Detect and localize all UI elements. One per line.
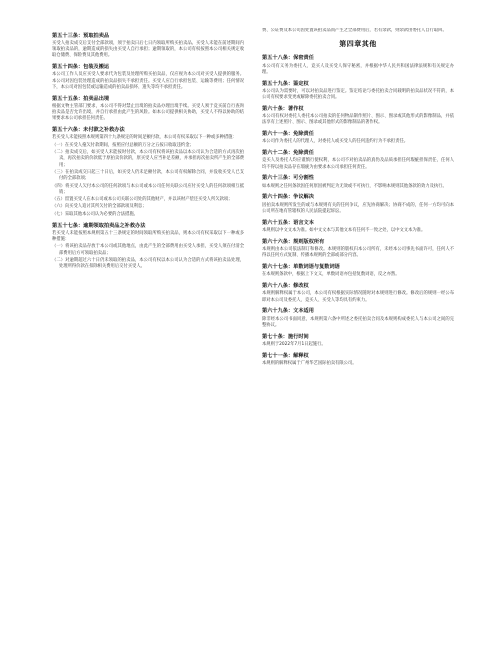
- right-column: [262, 28, 454, 631]
- article-section: [52, 64, 244, 91]
- article-section: [262, 220, 454, 235]
- article-section: [52, 223, 244, 271]
- article-title: 第五十七条：逾期领取拍卖品之补救办法: [52, 222, 146, 229]
- article-title: 第六十条：著作权: [262, 105, 304, 112]
- article-section: [262, 334, 454, 349]
- article-title: 第五十三条：预取拍卖品: [52, 32, 110, 39]
- article-list-item: （七）采取其他本公司认为必要的合法措施。: [52, 211, 138, 217]
- article-title: 第五十八条：保密责任: [262, 55, 314, 62]
- article-section: [262, 264, 454, 279]
- article-paragraph: 本规则解释权属于本公司，本公司有权根据实际情况随时对本规则进行修改。修改后的规则一经公布即对本公司及委托人、竞买人、买受人等均具有约束力。: [262, 291, 454, 303]
- article-paragraph: 本规则的解释权属于广州华艺国际拍卖有限公司。: [262, 360, 357, 366]
- article-section: [262, 81, 454, 102]
- article-list-item: （五）留置买受人在本公司或本公司关联公司处的其他财产，并以该财产偿还买受人所欠款项；: [52, 197, 233, 203]
- article-title: 第六十五条：语言文本: [262, 219, 314, 226]
- article-paragraph: 本公司有权对委托人委托本公司拍卖的任何物品制作照片、图示、图录或其他形式的影像制品，并依法享有上述照片、图示、图录或其他形式的影像制品的著作权。: [262, 114, 454, 126]
- article-list-item: （一）在买受人拖欠付款期间，按照应付总额的万分之五按日收取违约金；: [52, 142, 194, 148]
- article-title: 第六十六条：规则版权所有: [262, 238, 325, 245]
- article-paragraph: 根据文物主管部门要求，本公司不得对禁止出境的拍卖品办理出境手续。买受人须于竞买前自行查询拍卖品是否允许出境，并自行承担由此产生的风险。如本公司提供相关协助，买受人不得以协助的结果要求本公司承担任何责任。: [52, 103, 244, 122]
- article-paragraph: 除非经本公司书面同意，本规则第六条中所述之委托拍卖合同及本规则构成委托人与本公司之间的完整协议。: [262, 316, 454, 328]
- article-section: [52, 96, 244, 123]
- article-paragraph: 本公司认为需要时，可以对拍卖品进行鉴定。鉴定结论与委托拍卖合同载明的拍卖品状况不符的，本公司有权要求变更或解除委托拍卖合同。: [262, 88, 454, 101]
- article-title: 第五十四条：包装及搬运: [52, 64, 110, 71]
- article-list-item: （二）拍卖成交后，如买受人未能按时付款，本公司有权将该拍卖品以本公司认为合适的方式再次拍卖，再次拍卖的价款低于原拍卖价款的，原买受人应当补足差额，并承担再次拍卖所产生的全部费用；: [52, 150, 244, 168]
- article-title: 第五十九条：鉴定权: [262, 80, 309, 87]
- article-section: [262, 131, 454, 146]
- article-paragraph: 若买受人未能按照本规则第五十三条规定的时间领取所购买拍卖品，则本公司有权采取以下一种或多种措施：: [52, 230, 244, 243]
- article-section: [52, 33, 244, 60]
- article-title: 第五十六条：未付款之补救办法: [52, 127, 125, 134]
- article-title: 第六十三条：可分割性: [262, 175, 314, 182]
- article-title: 第六十九条：文本适用: [262, 308, 314, 315]
- article-paragraph: 如本规则之任何条款因任何原因被判定为无效或不可执行，不影响本规则其他条款的效力及执行。: [262, 183, 447, 189]
- article-title: 第六十一条：免除责任: [262, 131, 314, 138]
- article-title: 第七十条：施行时间: [262, 333, 309, 340]
- article-section: [262, 106, 454, 127]
- article-paragraph: 本公司工作人员应买受人要求代为包装及处理所购买拍卖品，仅应视为本公司对买受人提供的服务。本公司对因包装处理造成的拍卖品损失不承担责任。买受人应自行承担包装、运输等费用；任何情况下，本公司对因包装或运输造成的拍卖品损坏、遗失等均不承担责任。: [52, 72, 244, 90]
- article-section: [262, 283, 454, 304]
- article-section: [262, 194, 454, 215]
- article-section: [262, 239, 454, 260]
- article-paragraph: 本规则于2022年7月1日起施行。: [262, 341, 326, 347]
- article-list-item: （一）将该拍卖品存放于本公司或其他地点，由此产生的全部费用由买受人承担，买受人须在付清全部费用后方可领取拍卖品；: [52, 244, 244, 256]
- article-list-item: （四）将买受人欠付本公司的任何款项与本公司或本公司任何关联公司应付买受人的任何款项相互抵销；: [52, 183, 244, 195]
- article-list-item: （三）在拍卖成交日起三十日后，如买受人仍未足额付款，本公司有权解除合同，并没收买受人已支付的全部款项；: [52, 169, 244, 182]
- article-paragraph: 本规则由本公司依法制订和修改。本规则的版权归本公司所有，未经本公司事先书面许可，任何人不得以任何方式复制、传播本规则的全部或部分内容。: [262, 246, 454, 259]
- article-paragraph: 竞买人及委托人均应谨慎行使权利，本公司不对拍卖品的真伪及品质承担任何瑕疵担保责任，任何人均不得以拍卖品存在瑕疵为由要求本公司承担任何责任。: [262, 158, 454, 170]
- right-articles: [262, 55, 454, 367]
- article-paragraph: 在本规则条款中，根据上下文义，单数词语亦包括复数词语，反之亦然。: [262, 272, 400, 278]
- left-column: [52, 28, 244, 631]
- article-title: 第六十七条：单数词语与复数词语: [262, 264, 340, 271]
- article-title: 第七十一条：解释权: [262, 352, 309, 359]
- article-title: 第五十五条：拍卖品出境: [52, 95, 110, 102]
- article-paragraph: 若买受人未能按照本规则第四十九条规定的时间足额付款，本公司有权采取以下一种或多种措施：: [52, 135, 237, 141]
- article-paragraph: 本规则以中文文本为准。如中文文本与其他文本有任何不一致之处，以中文文本为准。: [262, 227, 426, 233]
- article-title: 第六十八条：修改权: [262, 283, 309, 290]
- article-section: [52, 127, 244, 218]
- article-title: 第六十四条：争议解决: [262, 194, 314, 201]
- article-paragraph: 本公司作为委托人的代理人，对委托人或买受人的任何违约行为不承担责任。: [262, 139, 409, 145]
- article-paragraph: 因拍卖本规则所发生的或与本规则有关的任何争议，应先协商解决；协商不成的，任何一方均可向本公司所在地有管辖权的人民法院提起诉讼。: [262, 202, 454, 214]
- article-section: [262, 308, 454, 329]
- article-paragraph: 本公司有义务为委托人、竞买人及买受人保守秘密，并根据中华人民共和国法律法规和有关规定办理。: [262, 63, 454, 75]
- chapter-title: 第四章其他: [339, 40, 377, 49]
- article-section: [262, 353, 454, 368]
- continued-paragraph: 费、公证费及本公司因处置该拍卖品而产生之全部费用后，若有余款，则余款由委托人自行取回。: [262, 28, 447, 33]
- article-section: [262, 55, 454, 76]
- article-list-item: （二）对逾期超过六十日仍未领取的拍卖品，本公司有权以本公司认为合适的方式将该拍卖品处理，处理所得价款在扣除相关费用后交付买受人。: [52, 257, 244, 270]
- article-paragraph: 买受人拍卖成交后支付全部款项，须于拍卖日后七日内领取所购买拍卖品。买受人未能在前述期间内领取拍卖品的，逾期造成的损失由买受人自行承担；逾期领取的，本公司有权按照本公司相关规定收取仓储费、保险费及其他费用。: [52, 40, 244, 59]
- article-section: [262, 175, 454, 190]
- article-section: [262, 150, 454, 171]
- article-list-item: （六）向买受人追讨其所欠付的全部款项及利息；: [52, 204, 147, 210]
- article-title: 第六十二条：免除责任: [262, 150, 314, 157]
